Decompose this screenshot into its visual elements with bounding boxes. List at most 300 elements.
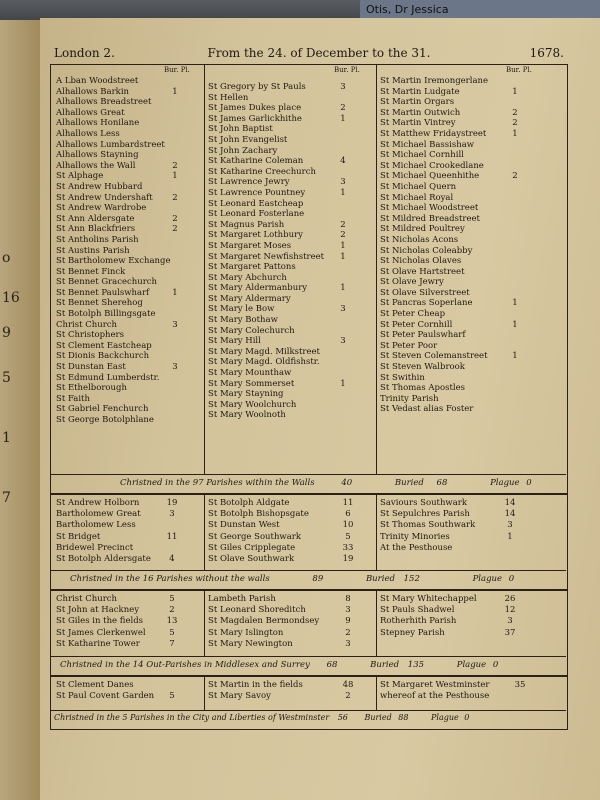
summary-label: Christned in the 14 Out-Parishes in Middlesex and Surrey [60,660,310,670]
parish-name: St Bennet Paulswharf [56,287,150,298]
parish-name: Trinity Minories [380,531,450,542]
parish-name: Bartholomew Less [56,520,136,531]
burial-count: 8 [345,594,351,604]
burial-count: 2 [512,107,518,118]
burial-count [336,357,350,368]
burial-count: 1 [340,283,346,294]
burial-count [508,309,522,320]
parish-name: St Peter Poor [380,340,438,351]
burial-count [336,124,350,135]
burial-count [336,199,350,210]
parish-column-3 [380,498,475,554]
parish-name: St Michael Queenhithe [380,171,480,182]
col-head-bur: Bur. [334,66,349,74]
burial-count: 10 [342,520,354,531]
burial-count: 1 [507,531,513,542]
burial-count [168,76,182,87]
burial-count [168,140,182,151]
parish-name: St Mary Whitechappel [380,594,477,604]
parish-name: St Ethelborough [56,383,127,394]
buried-label: Buried [364,713,392,722]
burial-count [336,135,350,146]
header-year: 1678. [529,46,564,60]
burial-count [336,410,350,421]
divider [376,676,377,710]
burial-count: 1 [340,378,346,389]
burial-count [336,273,350,284]
burial-count [336,400,350,411]
burial-count [168,341,182,352]
parish-name: St Nicholas Olaves [380,256,462,267]
parish-name: St Paul Covent Garden [56,691,155,702]
burial-count: 1 [340,240,346,251]
col-head-pl: Pl. [350,66,360,74]
divider [376,494,377,570]
parish-name: St Leonard Eastcheap [208,198,304,209]
burials-column-3 [500,498,520,554]
burial-count [508,203,522,214]
burial-count: 1 [512,319,518,330]
parish-column-1 [56,76,170,426]
parish-column-3 [380,594,477,639]
burial-count [508,224,522,235]
burial-count: 3 [172,362,178,373]
divider [204,494,205,570]
parish-name: St Katharine Creechurch [208,166,316,177]
parish-name: St Mary Magd. Oldfishstr. [208,357,320,368]
parish-name: St George Southwark [208,531,301,542]
parish-column-2 [208,82,324,421]
burial-count [162,520,182,531]
parish-name: St Dunstan West [208,520,280,531]
burial-count [336,167,350,178]
summary-without-walls [70,574,514,584]
parish-name: St Katharine Coleman [208,156,304,167]
parish-name: Trinity Parish [380,393,439,404]
burial-count [162,543,182,554]
burial-count: 3 [507,520,513,531]
burial-count: 12 [504,605,516,616]
parish-name: Alhallows Less [56,128,120,139]
parish-name: St John Baptist [208,124,273,135]
parish-name: St Andrew Hubbard [56,181,143,192]
burial-count: 7 [169,638,175,649]
burial-count: 2 [169,605,175,616]
burial-count: 1 [512,298,518,309]
burial-count [168,330,182,341]
parish-name: St Mary Savoy [208,691,271,702]
parish-name: St Peter Cheap [380,309,446,320]
parish-name: St John at Hackney [56,605,139,616]
burial-count: 5 [169,691,175,702]
plague-label: Plague [456,660,487,670]
parish-name: St Martin Outwich [380,107,461,118]
burial-count [168,108,182,119]
burial-count [168,415,182,426]
divider [50,570,566,571]
parish-name: St Dunstan East [56,362,126,373]
burial-count [168,298,182,309]
burial-count [508,182,522,193]
burial-count [336,262,350,273]
plague-label: Plague [431,713,459,722]
plague-label: Plague [490,478,520,488]
divider [204,590,205,656]
burial-count: 2 [172,224,178,235]
parish-name: St Thomas Southwark [380,520,476,531]
burial-count [336,315,350,326]
burial-count [508,383,522,394]
parish-name: St Margaret Newfishstreet [208,251,325,262]
burial-count [168,351,182,362]
parish-name: St Austins Parish [56,245,130,256]
burial-count [168,203,182,214]
parish-name: Alhallows Great [56,107,125,118]
burial-count [336,389,350,400]
burials-column-1 [162,498,182,565]
burial-count [162,680,182,691]
parish-name: St Pauls Shadwel [380,605,455,616]
parish-name: St Ann Aldersgate [56,213,135,224]
parish-name: St James Clerkenwel [56,627,146,638]
burial-count [508,97,522,108]
burial-count: 3 [507,616,513,627]
buried-count: 152 [403,574,420,584]
parish-column-1 [56,680,154,702]
parish-name: St Mary Sommerset [208,378,295,389]
burial-count: 2 [340,230,346,241]
burial-count: 6 [345,509,351,520]
facing-page-digit: 9 [2,325,11,341]
burial-count [508,404,522,415]
col-head-pl: Pl. [522,66,532,74]
burial-count [168,394,182,405]
summary-label: Christned in the 97 Parishes within the Walls [120,478,315,488]
parish-name: St Bennet Finck [56,266,126,277]
parish-name: St Botolph Aldersgate [56,553,151,564]
parish-name: A Lban Woodstreet [56,76,139,86]
parish-name: St Mary Aldermary [208,293,291,304]
burials-column-2 [338,594,358,650]
burial-count: 2 [512,118,518,129]
parish-name: Alhallows Breadstreet [56,97,152,108]
burials-column-1 [162,594,182,650]
parish-name: St Swithin [380,372,425,383]
burial-count: 3 [340,177,346,188]
parish-name: St Magnus Parish [208,219,285,230]
summary-label: Christned in the 16 Parishes without the walls [70,574,270,584]
parish-name: St Christophers [56,330,124,341]
parish-name: St Margaret Pattons [208,262,296,273]
parish-name: Bridewel Precinct [56,542,134,553]
parish-name: St Ann Blackfriers [56,224,136,235]
burials-column-2 [336,82,350,421]
parish-name: St James Garlickhithe [208,113,302,124]
summary-within-walls [120,478,532,488]
facing-page-digit: o [2,250,11,266]
parish-name: Stepney Parish [380,627,445,638]
parish-name: St Michael Royal [380,192,454,203]
divider [376,590,377,656]
facing-page-digit: 5 [2,370,11,386]
parish-name: St Andrew Undershaft [56,192,153,203]
parish-name: St Andrew Holborn [56,498,140,508]
parish-name: St Olave Jewry [380,277,444,288]
burial-count [336,146,350,157]
parish-column-3 [380,76,488,415]
parish-name: St Botolph Aldgate [208,498,290,508]
burial-count: 4 [340,156,346,167]
bill-of-mortality-page [40,18,600,800]
burial-count: 37 [504,627,516,638]
buried-count: 68 [436,478,448,488]
burial-count [508,140,522,151]
parish-name: At the Pesthouse [380,542,453,553]
parish-name: St Michael Cornhill [380,150,464,161]
burial-count [508,277,522,288]
burial-count [168,182,182,193]
parish-name: St Vedast alias Foster [380,404,474,415]
divider [376,64,377,474]
burials-column-2 [338,680,358,702]
parish-name: St Michael Quern [380,181,457,192]
christened-count: 68 [326,660,338,670]
buried-count: 88 [398,713,409,722]
page-header [54,46,564,62]
parish-name: St Peter Cornhill [380,319,453,330]
parish-name: St Michael Crookedlane [380,160,484,171]
burial-count [336,209,350,220]
parish-name: St Katharine Tower [56,638,140,649]
christened-count: 89 [312,574,324,584]
parish-name: Lambeth Parish [208,594,276,604]
burials-column-3 [508,76,522,415]
burial-count: 13 [166,616,178,627]
burial-count [508,362,522,373]
divider [50,710,566,711]
burial-count [168,404,182,415]
burial-count: 2 [512,171,518,182]
parish-column-2 [208,680,303,702]
parish-name: St Lawrence Pountney [208,187,306,198]
burial-count [168,277,182,288]
facing-page-edge [0,20,42,800]
burial-count [168,373,182,384]
burial-count: 2 [345,691,351,702]
burials-column-1 [168,76,182,426]
parish-name: St Margaret Moses [208,240,292,251]
parish-name: St Mary Stayning [208,389,284,400]
divider [50,656,566,657]
parish-name: St Mary Woolchurch [208,399,297,410]
burial-count [168,256,182,267]
burial-count: 4 [169,553,175,564]
parish-name: Alhallows Lumbardstreet [56,139,165,150]
burial-count: 1 [340,251,346,262]
header-left: London 2. [54,46,115,60]
burial-count [508,341,522,352]
burial-count: 3 [345,638,351,649]
parish-name: St Leonard Fosterlane [208,209,305,220]
burial-count: 11 [166,531,178,542]
christened-count: 40 [341,478,353,488]
parish-name: St Michael Bassishaw [380,139,475,150]
burials-column-1 [162,680,182,702]
sticky-note-text: Otis, Dr Jessica [366,3,449,16]
parish-name: St Botolph Bishopsgate [208,509,309,520]
parish-name: Alhallows Honilane [56,118,140,129]
parish-name: St Nicholas Acons [380,234,459,245]
burials-column-2 [338,498,358,565]
parish-name: St Bridget [56,531,101,542]
parish-name: St Mildred Poultrey [380,224,465,235]
divider [204,676,205,710]
burial-count: 3 [340,304,346,315]
burial-count [168,383,182,394]
burial-count [168,118,182,129]
parish-name: Alhallows Barkin [56,86,130,97]
burial-count: 19 [166,498,178,508]
burial-count: 5 [169,594,175,604]
burial-count [168,246,182,257]
parish-name: St Mary Abchurch [208,272,287,283]
parish-name: St Mary Bothaw [208,315,278,326]
parish-name: St Olave Hartstreet [380,266,465,277]
parish-name: St Giles in the fields [56,616,144,627]
parish-name: St Thomas Apostles [380,383,465,394]
burial-count: 33 [342,542,354,553]
parish-name: St Mary Newington [208,638,293,649]
burial-count [508,161,522,172]
facing-page-digit: 1 [2,430,11,446]
parish-column-1 [56,498,151,565]
parish-name: St Antholins Parish [56,234,139,245]
burial-count [508,214,522,225]
col-head-bur: Bur. [164,66,179,74]
christened-count: 56 [337,713,348,722]
parish-name: St Peter Paulswharf [380,330,466,341]
burials-column-3 [500,594,520,639]
burial-count: 1 [512,351,518,362]
parish-name: St Botolph Billingsgate [56,309,156,320]
parish-name: St Edmund Lumberdstr. [56,372,160,383]
summary-out-parishes [60,660,498,670]
parish-name: St Mary Islington [208,627,284,638]
parish-column-1 [56,594,146,650]
burial-count: 1 [512,86,518,97]
plague-label: Plague [472,574,503,584]
divider [50,474,566,475]
parish-name: St Mary Mounthaw [208,368,292,379]
burial-count [508,193,522,204]
buried-label: Buried [370,660,400,670]
burial-count [508,288,522,299]
parish-name: St George Botolphlane [56,415,154,425]
parish-name: St Pancras Soperlane [380,298,473,309]
parish-name: St Martin Vintrey [380,118,456,129]
parish-name: St Margaret Lothbury [208,230,303,241]
parish-name: St Clement Eastcheap [56,340,152,351]
parish-column-3 [380,680,489,702]
parish-name: St Leonard Shoreditch [208,605,306,616]
burial-count: 19 [342,553,354,564]
parish-name: Saviours Southwark [380,498,467,508]
parish-name: St Martin Orgars [380,97,455,108]
burial-count: 3 [345,605,351,616]
burial-count: 26 [504,594,516,604]
burial-count: 2 [340,219,346,230]
burial-count [500,543,520,554]
col-head-pl: Pl. [180,66,190,74]
buried-label: Buried [365,574,395,584]
burial-count: 3 [169,509,175,520]
parish-name: Alhallows the Wall [56,160,136,171]
parish-name: St Mary Woolnoth [208,410,286,421]
burial-count [336,294,350,305]
burial-count [336,347,350,358]
burial-count: 11 [342,498,354,508]
burial-count [168,129,182,140]
parish-name: St Bennet Gracechurch [56,277,158,288]
parish-name: St Mary Magd. Milkstreet [208,346,320,357]
facing-page-digit: 16 [2,290,20,306]
buried-count: 135 [407,660,425,670]
burial-count: 3 [340,336,346,347]
burial-count [168,267,182,278]
burial-count [508,394,522,405]
burial-count: 1 [340,113,346,124]
burial-count: 1 [512,128,518,139]
col-head-bur: Bur. [506,66,521,74]
parish-name: Alhallows Stayning [56,150,139,161]
parish-name: St Gregory by St Pauls [208,82,306,92]
burial-count [336,93,350,104]
parish-name: St Andrew Wardrobe [56,203,147,214]
burial-count [508,256,522,267]
plague-count: 0 [492,660,499,670]
parish-name: St Faith [56,393,90,404]
burial-count: 14 [504,509,516,520]
burial-count [508,235,522,246]
burial-count [168,150,182,161]
burial-count [336,326,350,337]
parish-name: St Steven Colemanstreet [380,351,488,362]
burial-count [336,368,350,379]
parish-name: St James Dukes place [208,103,302,114]
parish-name: St John Zachary [208,145,278,156]
plague-count: 0 [464,713,470,722]
plague-count: 0 [526,478,532,488]
parish-name: St Martin Ludgate [380,86,460,97]
burials-column-3 [510,680,530,702]
burial-count: 1 [172,171,178,182]
parish-name: St Mary Aldermanbury [208,283,308,294]
parish-name: whereof at the Pesthouse [380,691,490,702]
parish-name: St Olave Southwark [208,553,295,564]
parish-name: St Giles Cripplegate [208,542,296,553]
parish-name: St Magdalen Bermondsey [208,616,320,627]
burial-count: 1 [172,86,178,97]
burial-count: 1 [172,287,178,298]
parish-name: Christ Church [56,319,117,330]
summary-label: Christned in the 5 Parishes in the City and Liberties of Westminster [54,713,330,722]
parish-name: St Margaret Westminster [380,680,490,690]
burial-count: 5 [345,531,351,542]
burial-count [508,267,522,278]
parish-name: St Mary Hill [208,336,261,347]
burial-count: 2 [172,160,178,171]
parish-name: St Alphage [56,171,104,182]
